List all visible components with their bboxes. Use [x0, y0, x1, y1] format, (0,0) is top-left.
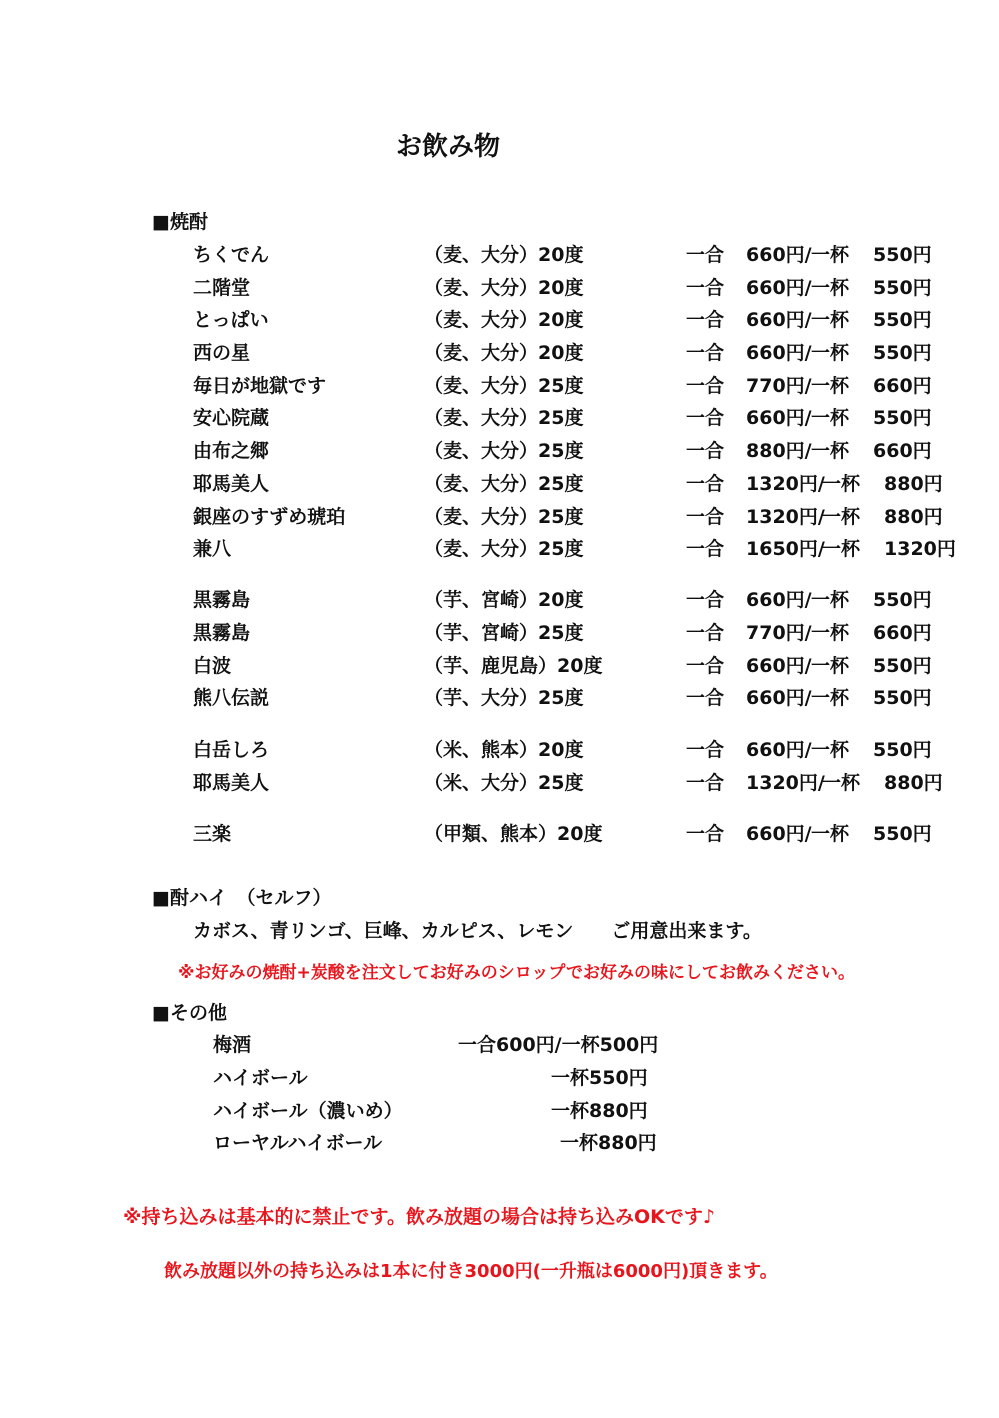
cup-price: 660円 [873, 622, 932, 644]
cup-price: 660円 [873, 375, 932, 397]
cup-price: 550円 [873, 244, 932, 266]
go-price: 1320円/ [746, 506, 825, 528]
shochu-name: ちくでん [193, 244, 270, 266]
shochu-row [0, 534, 999, 566]
go-price: 770円/ [746, 375, 812, 397]
cup-price: 550円 [873, 277, 932, 299]
cup-price: 550円 [873, 655, 932, 677]
other-row [0, 1063, 999, 1095]
shochu-row [0, 273, 999, 305]
shochu-name: 耶馬美人 [193, 473, 270, 495]
cup-price: 550円 [873, 342, 932, 364]
other-price: 一杯880円 [551, 1100, 648, 1122]
shochu-row [0, 338, 999, 370]
go-label: 一合 [686, 622, 725, 644]
shochu-name: 西の星 [193, 342, 251, 364]
other-price: 一杯880円 [560, 1132, 657, 1154]
shochu-description: （麦、大分）25度 [424, 440, 584, 462]
chuhai-header: ■酎ハイ （セルフ） [152, 887, 332, 909]
shochu-name: 三楽 [193, 823, 232, 845]
shochu-description: （米、熊本）20度 [424, 739, 584, 761]
go-label: 一合 [686, 772, 725, 794]
shochu-name: 毎日が地獄です [193, 375, 327, 397]
go-label: 一合 [686, 473, 725, 495]
shochu-row [0, 651, 999, 683]
cup-price: 880円 [884, 772, 943, 794]
shochu-row [0, 683, 999, 715]
go-price: 660円/ [746, 277, 812, 299]
other-name: 梅酒 [213, 1034, 252, 1056]
other-price: 一合600円/一杯500円 [458, 1034, 659, 1056]
go-price: 660円/ [746, 739, 812, 761]
go-label: 一合 [686, 506, 725, 528]
shochu-description: （麦、大分）25度 [424, 407, 584, 429]
other-price: 一杯550円 [551, 1067, 648, 1089]
page-title: お飲み物 [396, 132, 501, 162]
shochu-row [0, 585, 999, 617]
go-label: 一合 [686, 375, 725, 397]
cup-price: 550円 [873, 309, 932, 331]
cup-label: 一杯 [811, 375, 850, 397]
cup-price: 660円 [873, 440, 932, 462]
go-price: 660円/ [746, 589, 812, 611]
go-price: 1650円/ [746, 538, 825, 560]
shochu-name: 黒霧島 [193, 589, 251, 611]
shochu-row [0, 819, 999, 851]
go-price: 660円/ [746, 687, 812, 709]
bring-in-fee-notice: 飲み放題以外の持ち込みは1本に付き3000円(一升瓶は6000円)頂きます。 [164, 1261, 778, 1282]
go-price: 660円/ [746, 407, 812, 429]
cup-label: 一杯 [811, 277, 850, 299]
cup-label: 一杯 [811, 687, 850, 709]
cup-price: 550円 [873, 407, 932, 429]
cup-label: 一杯 [811, 823, 850, 845]
shochu-description: （麦、大分）25度 [424, 538, 584, 560]
go-label: 一合 [686, 538, 725, 560]
cup-price: 550円 [873, 739, 932, 761]
cup-label: 一杯 [811, 739, 850, 761]
shochu-row [0, 371, 999, 403]
go-label: 一合 [686, 407, 725, 429]
go-price: 660円/ [746, 342, 812, 364]
other-name: ハイボール（濃いめ） [213, 1100, 403, 1122]
bring-in-notice: ※持ち込みは基本的に禁止です。飲み放題の場合は持ち込みOKです♪ [123, 1206, 715, 1228]
cup-price: 550円 [873, 687, 932, 709]
go-price: 660円/ [746, 309, 812, 331]
shochu-description: （麦、大分）25度 [424, 473, 584, 495]
go-price: 1320円/ [746, 473, 825, 495]
go-label: 一合 [686, 739, 725, 761]
other-name: ハイボール [213, 1067, 308, 1089]
shochu-description: （米、大分）25度 [424, 772, 584, 794]
cup-label: 一杯 [811, 589, 850, 611]
go-label: 一合 [686, 440, 725, 462]
cup-label: 一杯 [822, 506, 861, 528]
other-row [0, 1030, 999, 1062]
shochu-name: 二階堂 [193, 277, 251, 299]
shochu-name: 黒霧島 [193, 622, 251, 644]
shochu-row [0, 502, 999, 534]
shochu-description: （麦、大分）20度 [424, 277, 584, 299]
shochu-name: 耶馬美人 [193, 772, 270, 794]
cup-price: 1320円 [884, 538, 956, 560]
other-name: ローヤルハイボール [213, 1132, 383, 1154]
shochu-description: （芋、大分）25度 [424, 687, 584, 709]
shochu-description: （芋、宮崎）25度 [424, 622, 584, 644]
cup-label: 一杯 [811, 342, 850, 364]
shochu-row [0, 768, 999, 800]
shochu-name: 白岳しろ [193, 739, 270, 761]
cup-label: 一杯 [811, 440, 850, 462]
shochu-row [0, 618, 999, 650]
cup-price: 550円 [873, 589, 932, 611]
shochu-name: 安心院蔵 [193, 407, 270, 429]
cup-label: 一杯 [811, 244, 850, 266]
go-price: 770円/ [746, 622, 812, 644]
shochu-name: とっぱい [193, 309, 269, 331]
shochu-name: 銀座のすずめ琥珀 [193, 506, 346, 528]
shochu-description: （芋、鹿児島）20度 [424, 655, 603, 677]
shochu-name: 兼八 [193, 538, 232, 560]
go-price: 1320円/ [746, 772, 825, 794]
go-price: 660円/ [746, 244, 812, 266]
cup-label: 一杯 [811, 655, 850, 677]
shochu-row [0, 469, 999, 501]
shochu-row [0, 240, 999, 272]
cup-label: 一杯 [811, 622, 850, 644]
shochu-description: （麦、大分）25度 [424, 506, 584, 528]
go-price: 660円/ [746, 823, 812, 845]
chuhai-note: ※お好みの焼酎+炭酸を注文してお好みのシロップでお好みの味にしてお飲みください。 [178, 963, 855, 983]
shochu-description: （甲類、熊本）20度 [424, 823, 603, 845]
cup-label: 一杯 [822, 772, 861, 794]
go-label: 一合 [686, 655, 725, 677]
go-label: 一合 [686, 823, 725, 845]
cup-price: 880円 [884, 473, 943, 495]
go-price: 880円/ [746, 440, 812, 462]
shochu-name: 由布之郷 [193, 440, 270, 462]
cup-label: 一杯 [822, 473, 861, 495]
shochu-description: （芋、宮崎）20度 [424, 589, 584, 611]
cup-label: 一杯 [811, 309, 850, 331]
cup-price: 550円 [873, 823, 932, 845]
go-label: 一合 [686, 309, 725, 331]
go-label: 一合 [686, 589, 725, 611]
cup-price: 880円 [884, 506, 943, 528]
shochu-name: 白波 [193, 655, 232, 677]
go-label: 一合 [686, 277, 725, 299]
shochu-row [0, 436, 999, 468]
shochu-row [0, 305, 999, 337]
shochu-description: （麦、大分）25度 [424, 375, 584, 397]
shochu-name: 熊八伝説 [193, 687, 270, 709]
shochu-row [0, 403, 999, 435]
shochu-description: （麦、大分）20度 [424, 244, 584, 266]
cup-label: 一杯 [822, 538, 861, 560]
go-label: 一合 [686, 342, 725, 364]
shochu-row [0, 735, 999, 767]
other-row [0, 1096, 999, 1128]
chuhai-flavors: カボス、青リンゴ、巨峰、カルピス、レモン ご用意出来ます。 [193, 920, 762, 942]
go-label: 一合 [686, 244, 725, 266]
go-price: 660円/ [746, 655, 812, 677]
shochu-header: ■焼酎 [152, 211, 208, 233]
shochu-description: （麦、大分）20度 [424, 309, 584, 331]
other-row [0, 1128, 999, 1160]
other-header: ■その他 [152, 1002, 227, 1024]
go-label: 一合 [686, 687, 725, 709]
shochu-description: （麦、大分）20度 [424, 342, 584, 364]
cup-label: 一杯 [811, 407, 850, 429]
